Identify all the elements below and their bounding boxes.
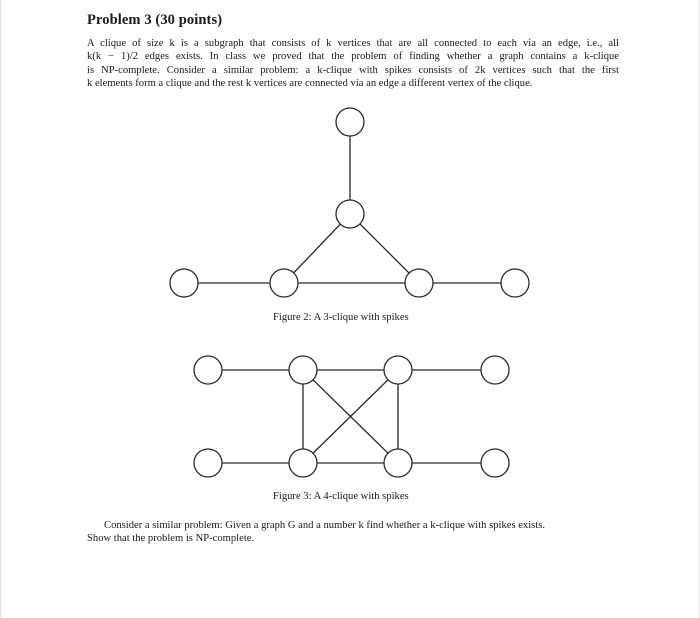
vertex	[289, 356, 317, 384]
paragraph-line: A clique of size k is a subgraph that consists of k vertices that are all connected to each via an edge, i.e., all	[87, 38, 619, 49]
problem-title: Problem 3 (30 points)	[87, 12, 223, 28]
vertex	[384, 356, 412, 384]
paragraph-line: is NP-complete. Consider a similar problem: a k-clique with spikes consists of 2k vertices such that the first	[87, 64, 619, 76]
closing-line: Consider a similar problem: Given a graph G and a number k find whether a k-clique with spikes exists.	[104, 520, 546, 531]
vertex	[194, 356, 222, 384]
vertex	[384, 449, 412, 477]
figure-2-caption: Figure 2: A 3-clique with spikes	[273, 312, 409, 323]
closing-paragraph	[87, 519, 619, 546]
closing-line: Show that the problem is NP-complete.	[87, 533, 255, 545]
vertex	[194, 449, 222, 477]
vertex	[481, 449, 509, 477]
vertex	[289, 449, 317, 477]
paragraph-line: k elements form a clique and the rest k vertices are connected via an edge a different vertex of the clique.	[87, 78, 533, 90]
figure-3-caption: Figure 3: A 4-clique with spikes	[273, 491, 409, 502]
vertex	[481, 356, 509, 384]
paragraph-line: k(k − 1)/2 edges exists. In class we proved that the problem of finding whether a graph contains a k-clique	[87, 51, 619, 63]
